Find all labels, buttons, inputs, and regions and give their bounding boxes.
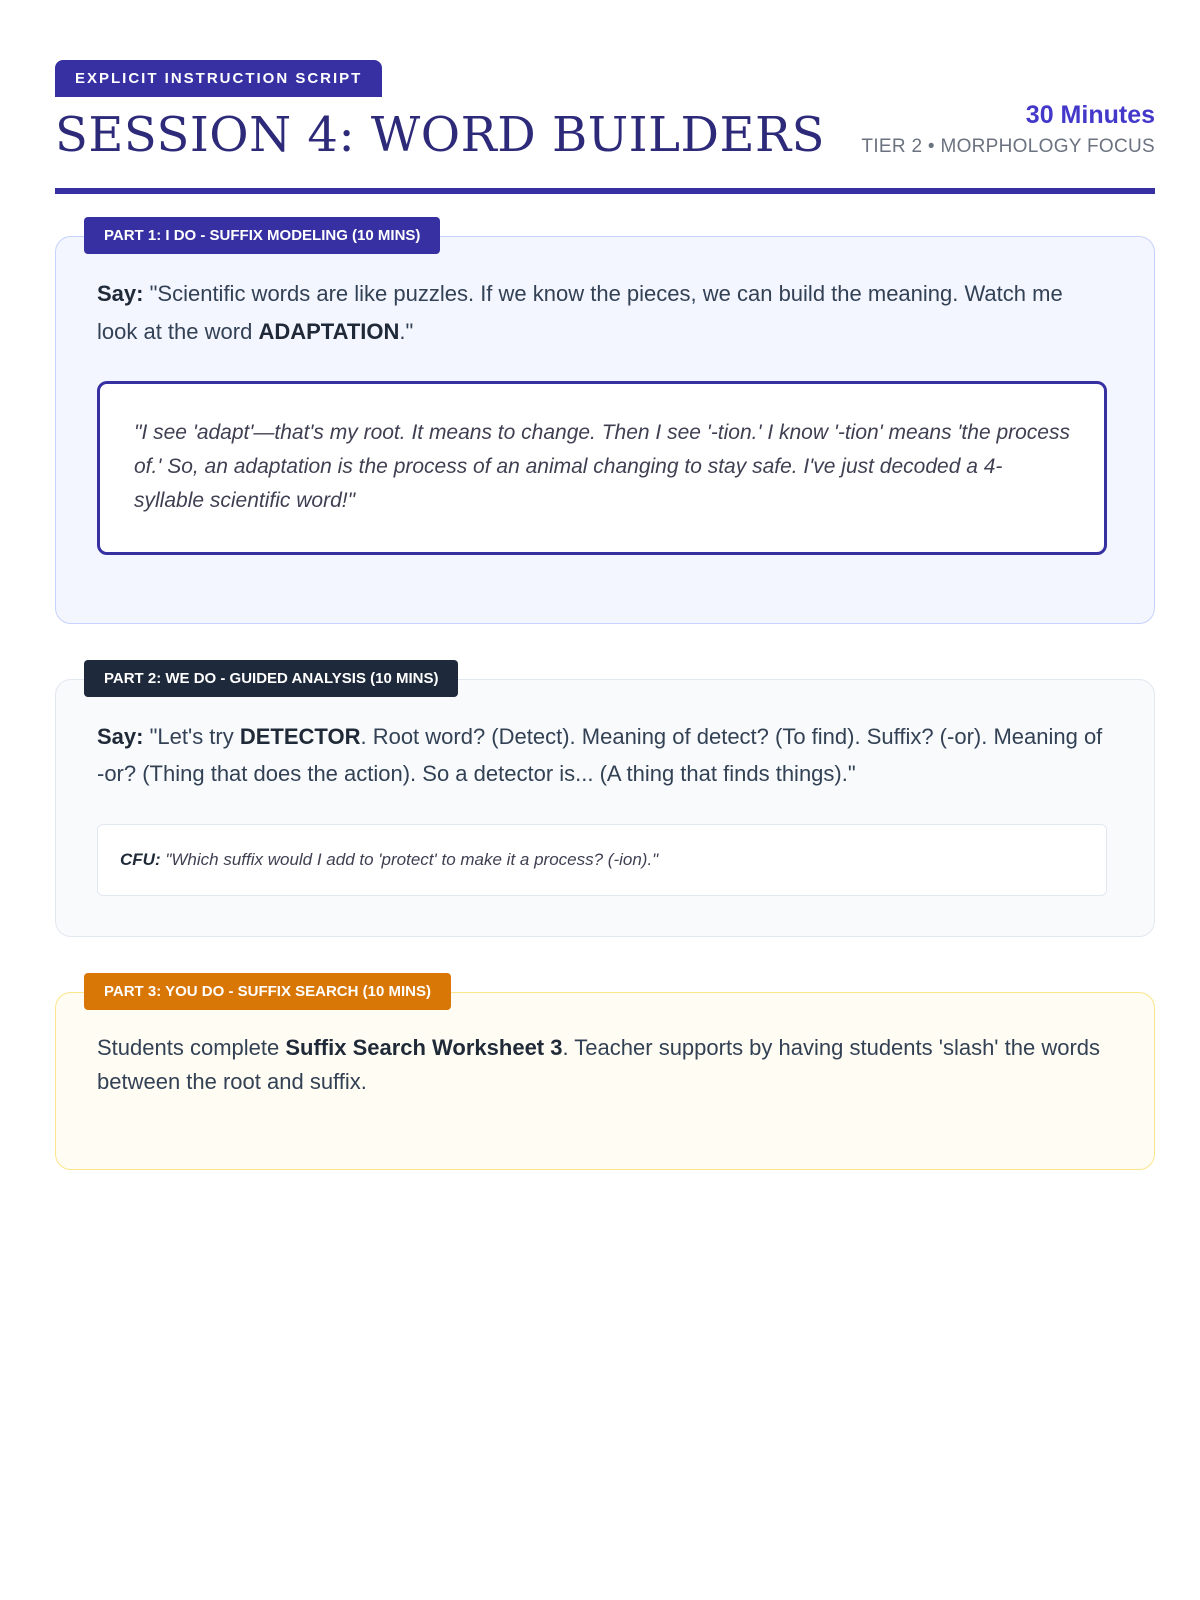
lesson-page xyxy=(55,60,1155,1094)
part2-section xyxy=(55,670,1155,937)
part2-say xyxy=(97,718,1107,792)
part1-content xyxy=(97,275,1107,555)
part3-content xyxy=(97,1031,1107,1099)
worksheet-name: Suffix Search Worksheet 3 xyxy=(285,1035,563,1060)
header-divider xyxy=(55,188,1155,194)
part2-say-text-2: . Root word? (Detect). Meaning of detect? (To find). Suffix? (-or). Meaning of -or? (Thing that does the action). So a detector is... (A thing that finds things)." xyxy=(97,724,1103,786)
part2-tag: PART 2: WE DO - GUIDED ANALYSIS (10 MINS) xyxy=(84,660,458,697)
part2-content xyxy=(97,718,1107,896)
part1-say-text-1: "Scientific words are like puzzles. If we know the pieces, we can build the meaning. Watch me look at the word xyxy=(97,281,1063,344)
part1-say xyxy=(97,275,1107,351)
part1-say-word: ADAPTATION xyxy=(258,319,400,344)
page-title: SESSION 4: WORD BUILDERS xyxy=(55,107,826,163)
part2-say-text-1: "Let's try xyxy=(143,724,240,749)
session-duration: 30 Minutes xyxy=(1025,101,1155,129)
session-meta xyxy=(861,98,1155,162)
part1-section xyxy=(55,227,1155,624)
part1-say-text-2: ." xyxy=(399,319,414,344)
cfu-text: "Which suffix would I add to 'protect' to make it a process? (-ion)." xyxy=(160,850,659,869)
part2-say-label: Say: xyxy=(97,724,144,749)
cfu-label: CFU: xyxy=(120,850,161,869)
part3-text-1: Students complete xyxy=(97,1035,286,1060)
part3-tag: PART 3: YOU DO - SUFFIX SEARCH (10 MINS) xyxy=(84,973,451,1010)
session-tier: TIER 2 • MORPHOLOGY FOCUS xyxy=(861,136,1155,157)
think-aloud-box: "I see 'adapt'—that's my root. It means to change. Then I see '-tion.' I know '-tion' means 'the process of.' So, an adaptation is the process of an animal changing to stay safe. I've just decoded a 4-syllable scientific word!" xyxy=(97,381,1107,555)
script-type-badge: EXPLICIT INSTRUCTION SCRIPT xyxy=(55,60,382,97)
part1-say-label: Say: xyxy=(97,281,144,306)
part3-text-2: . Teacher supports by having students 'slash' the words between the root and suffix. xyxy=(97,1035,1101,1094)
part3-instructions xyxy=(97,1031,1107,1099)
cfu-box xyxy=(97,824,1107,896)
part2-say-word: DETECTOR xyxy=(239,724,361,749)
page-header xyxy=(55,60,1155,196)
part3-section xyxy=(55,983,1155,1170)
part1-tag: PART 1: I DO - SUFFIX MODELING (10 MINS) xyxy=(84,217,440,254)
